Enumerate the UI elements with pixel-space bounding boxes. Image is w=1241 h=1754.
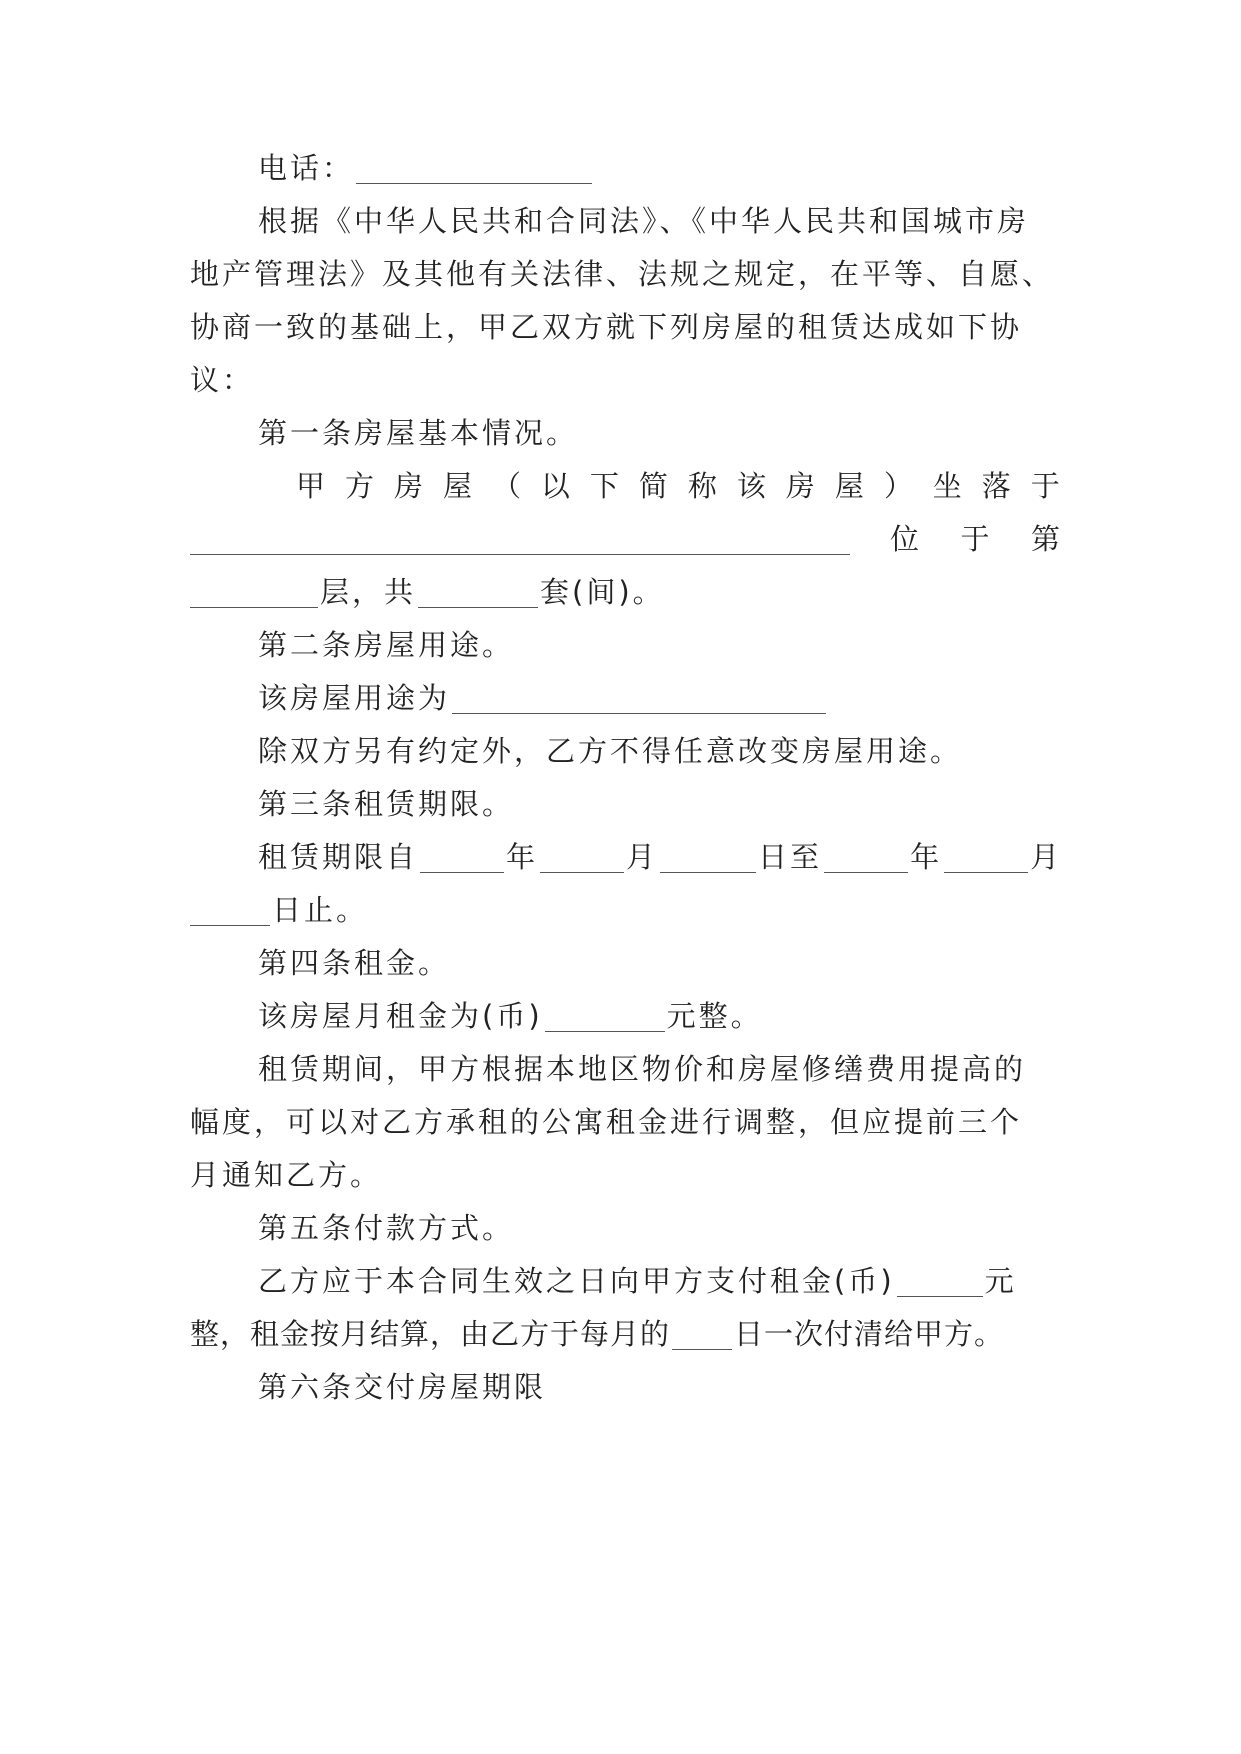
spaced-char: 屋 bbox=[834, 469, 864, 503]
paragraph-line: 幅度，可以对乙方承租的公寓租金进行调整，但应提前三个 bbox=[190, 1105, 1023, 1139]
spaced-char: 甲 bbox=[296, 469, 326, 503]
end-month-blank[interactable] bbox=[944, 842, 1028, 873]
rent-suffix: 元整。 bbox=[666, 999, 763, 1033]
year-label: 年 bbox=[910, 840, 943, 874]
currency-unit: 元 bbox=[984, 1264, 1017, 1298]
day-end-label: 日止。 bbox=[272, 893, 369, 927]
article-2-usage-line bbox=[258, 669, 1060, 727]
start-day-blank[interactable] bbox=[660, 842, 756, 873]
article-3-term-end-line bbox=[190, 881, 1060, 939]
article-2-title: 第二条房屋用途。 bbox=[258, 628, 515, 662]
end-year-blank[interactable] bbox=[824, 842, 908, 873]
spaced-char: 方 bbox=[344, 469, 374, 503]
paragraph-line: 议： bbox=[190, 363, 255, 397]
article-1-units-line bbox=[190, 563, 1060, 621]
paragraph-line: 租赁期间，甲方根据本地区物价和房屋修缮费用提高的 bbox=[258, 1052, 1027, 1086]
address-blank[interactable] bbox=[190, 524, 850, 555]
article-1-location-line bbox=[296, 457, 1060, 515]
spaced-char: 该 bbox=[736, 469, 766, 503]
month-label: 月 bbox=[626, 840, 659, 874]
article-5-settlement-line bbox=[190, 1305, 1060, 1363]
phone-label: 电话： bbox=[258, 151, 355, 185]
start-year-blank[interactable] bbox=[420, 842, 504, 873]
rent-blank[interactable] bbox=[545, 1001, 665, 1032]
article-3-title: 第三条租赁期限。 bbox=[258, 787, 515, 821]
usage-label: 该房屋用途为 bbox=[258, 681, 451, 715]
spaced-char: 于 bbox=[1030, 469, 1060, 503]
spaced-char: 坐 bbox=[932, 469, 962, 503]
article-1-floor-label bbox=[890, 510, 1060, 568]
paragraph-line: 根据《中华人民共和合同法》、《中华人民共和国城市房 bbox=[258, 204, 1030, 238]
spaced-char: 位 bbox=[890, 522, 920, 556]
paragraph-line: 月通知乙方。 bbox=[190, 1158, 383, 1192]
rent-label: 该房屋月租金为(币) bbox=[258, 999, 543, 1033]
article-6-title: 第六条交付房屋期限 bbox=[258, 1370, 547, 1404]
deposit-blank[interactable] bbox=[897, 1266, 983, 1297]
paragraph-line: 协商一致的基础上，甲乙双方就下列房屋的租赁达成如下协 bbox=[190, 310, 1023, 344]
spaced-char: 简 bbox=[638, 469, 668, 503]
day-to-label: 日至 bbox=[758, 840, 823, 874]
spaced-char: （ bbox=[491, 469, 521, 503]
spaced-char: 屋 bbox=[442, 469, 472, 503]
paragraph-line: 地产管理法》及其他有关法律、法规之规定，在平等、自愿、 bbox=[190, 257, 1055, 291]
spaced-char: 房 bbox=[785, 469, 815, 503]
end-day-blank[interactable] bbox=[190, 895, 270, 926]
units-label: 层，共 bbox=[320, 575, 417, 609]
settlement-label: 整，租金按月结算，由乙方于每月的 bbox=[190, 1317, 671, 1351]
phone-blank[interactable] bbox=[356, 153, 592, 184]
spaced-char: 第 bbox=[1030, 522, 1060, 556]
spaced-char: 房 bbox=[393, 469, 423, 503]
article-5-payment-line bbox=[258, 1252, 1060, 1310]
article-3-term-line bbox=[258, 828, 1063, 886]
spaced-char: 称 bbox=[687, 469, 717, 503]
month-label: 月 bbox=[1030, 840, 1063, 874]
settlement-suffix: 日一次付清给甲方。 bbox=[734, 1317, 1005, 1351]
year-label: 年 bbox=[506, 840, 539, 874]
article-5-title: 第五条付款方式。 bbox=[258, 1211, 515, 1245]
pay-day-blank[interactable] bbox=[672, 1319, 732, 1350]
article-4-rent-line bbox=[258, 987, 1060, 1045]
start-month-blank[interactable] bbox=[540, 842, 624, 873]
spaced-char: 于 bbox=[960, 522, 990, 556]
spaced-char: 以 bbox=[540, 469, 570, 503]
units-blank[interactable] bbox=[418, 577, 538, 608]
usage-blank[interactable] bbox=[452, 683, 826, 714]
units-suffix: 套(间)。 bbox=[540, 575, 665, 609]
article-4-title: 第四条租金。 bbox=[258, 946, 451, 980]
paragraph-line: 除双方另有约定外，乙方不得任意改变房屋用途。 bbox=[258, 734, 963, 768]
payment-label: 乙方应于本合同生效之日向甲方支付租金(币) bbox=[258, 1264, 895, 1298]
spaced-char: ） bbox=[883, 469, 913, 503]
spaced-char: 下 bbox=[589, 469, 619, 503]
term-label: 租赁期限自 bbox=[258, 840, 419, 874]
spaced-char: 落 bbox=[981, 469, 1011, 503]
article-1-title: 第一条房屋基本情况。 bbox=[258, 416, 579, 450]
floor-blank[interactable] bbox=[190, 577, 318, 608]
phone-line bbox=[258, 139, 1060, 197]
